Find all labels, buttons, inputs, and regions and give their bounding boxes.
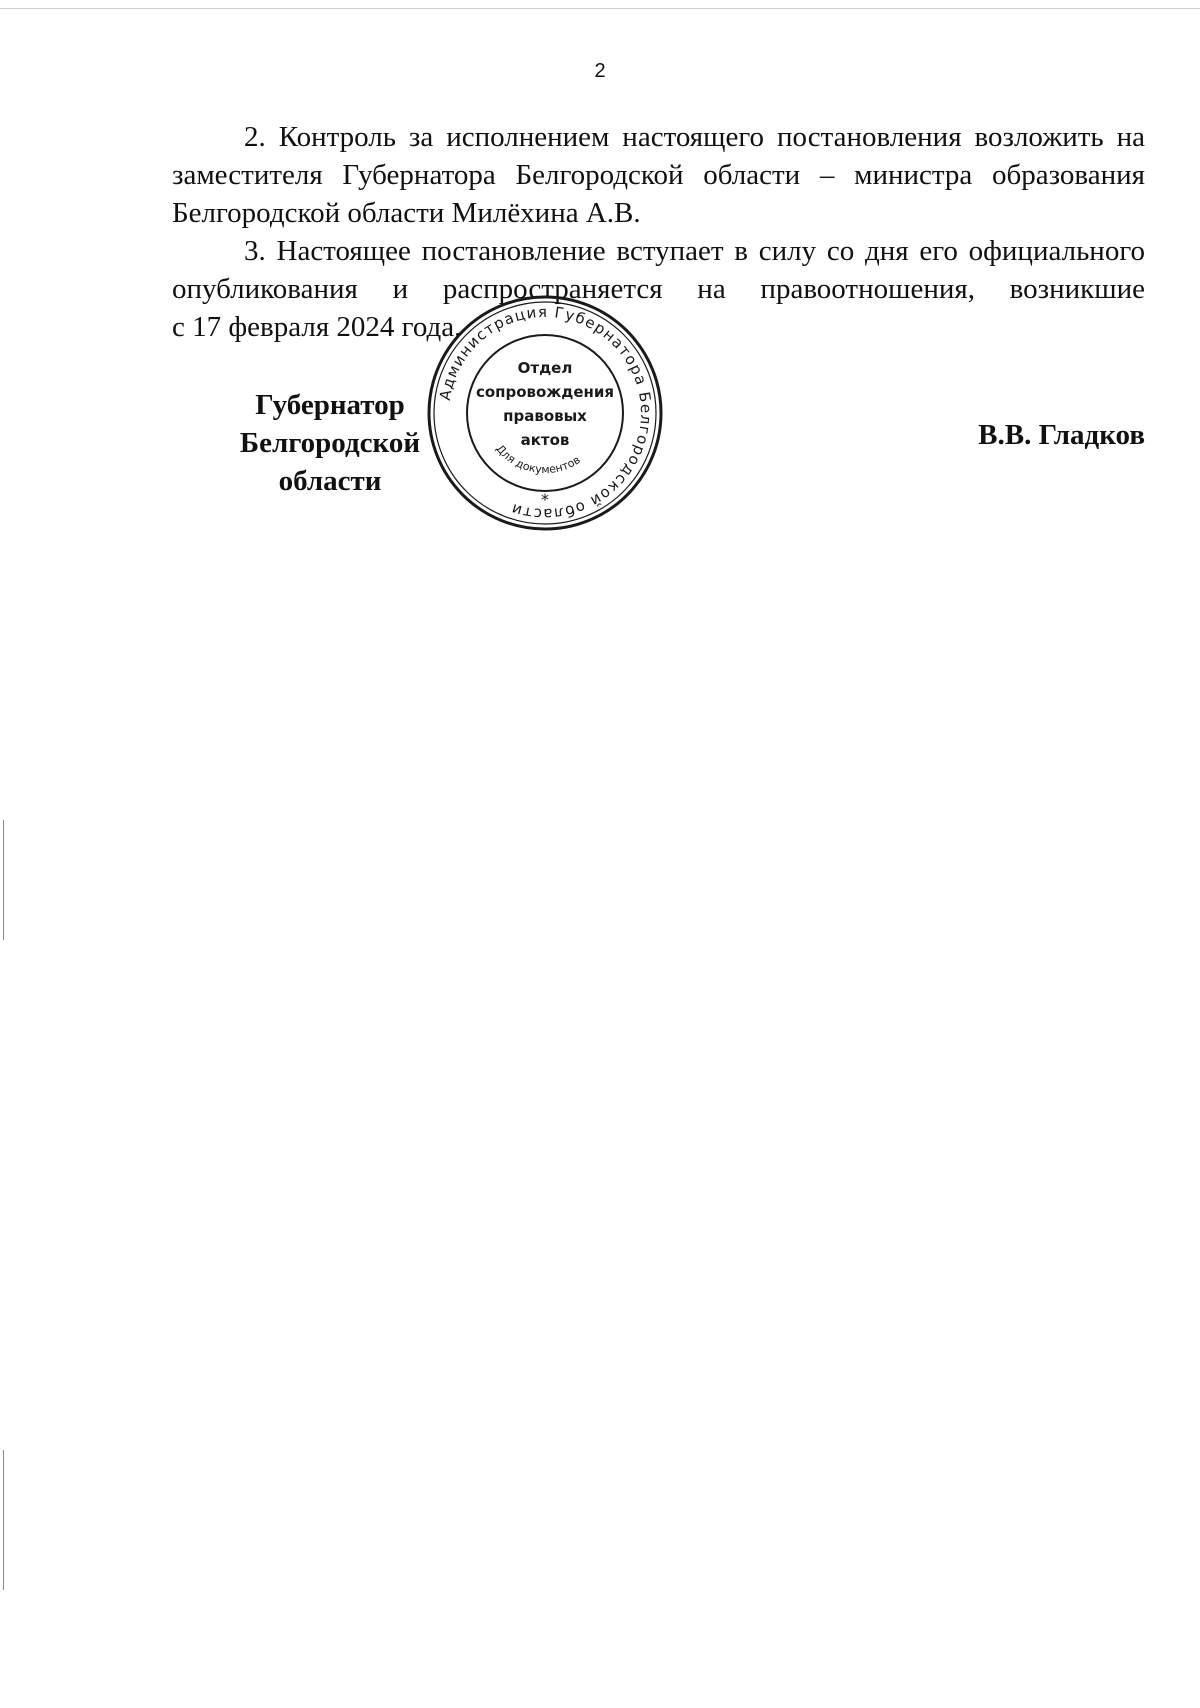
scan-edge-mark <box>3 820 4 940</box>
signature-title-line-2: Белгородской области <box>239 427 421 497</box>
stamp-outer-ring-text: Администрация Губернатора Белгородской области <box>435 302 656 524</box>
paragraph-3-tail: с 17 февраля 2024 года. <box>172 311 462 343</box>
stamp-inner-ring-text: Для документов <box>493 442 583 477</box>
official-stamp <box>425 293 665 533</box>
paragraph-3: 3. Настоящее постановление вступает в силу со дня его официального опубликования и распространяется на правоотношения, возникшие <box>172 235 1145 305</box>
page-number: 2 <box>594 60 606 82</box>
stamp-center-line-4: актов <box>520 431 570 449</box>
stamp-center-line-1: Отдел <box>517 359 573 377</box>
signature-title-line-1: Губернатор <box>255 389 405 421</box>
scan-top-edge <box>0 8 1200 9</box>
stamp-star-icon: * <box>541 490 549 509</box>
scan-edge-mark <box>3 1450 4 1590</box>
paragraph-2: 2. Контроль за исполнением настоящего постановления возложить на заместителя Губернатора Белгородской области – министра образования Белгородской области Милёхина А.В. <box>172 121 1145 229</box>
stamp-center-line-3: правовых <box>503 407 587 425</box>
signatory-name: В.В. Гладков <box>978 419 1145 451</box>
stamp-center-line-2: сопровождения <box>475 383 615 401</box>
